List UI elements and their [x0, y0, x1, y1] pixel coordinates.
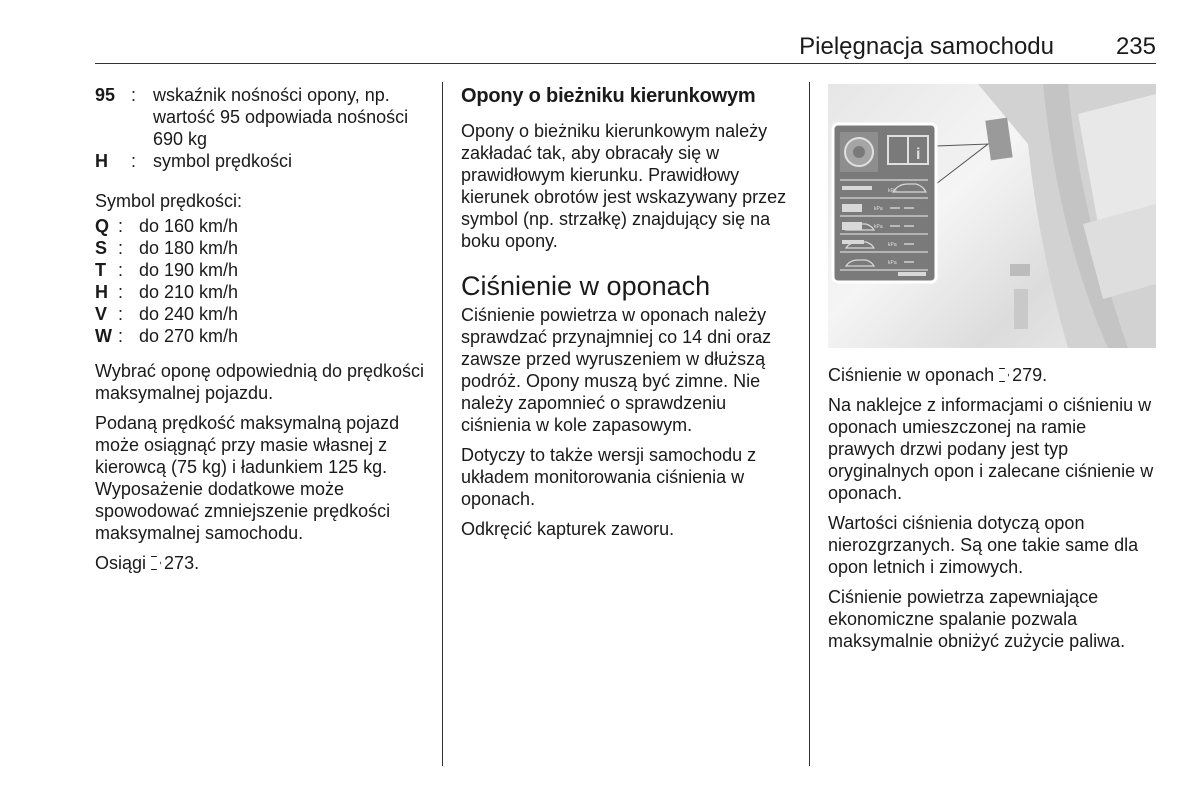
sticker-unit: kPa: [888, 260, 897, 266]
definition-h: [95, 150, 430, 172]
definition-95: [95, 84, 430, 150]
column-divider-2: [809, 82, 810, 766]
speed-value: do 210 km/h: [139, 282, 239, 302]
door-frame-illustration: [828, 84, 1156, 348]
ref-text: Osiągi: [95, 553, 147, 573]
speed-item: [95, 259, 430, 281]
speed-item: [95, 237, 430, 259]
def-description: wskaźnik nośności opony, np. wartość 95 odpowiada nośności 690 kg: [153, 85, 409, 149]
def-description: symbol prędkości: [153, 151, 293, 171]
paragraph-label-info: Na naklejce z informacjami o ciśnieniu w oponach umieszczonej na ramie prawych drzwi podany jest typ oryginalnych opon i zalecane ciśnienie w oponach.: [828, 395, 1154, 503]
page-header: [0, 0, 1200, 66]
def-separator: :: [131, 85, 137, 105]
speed-term: T: [95, 260, 106, 280]
tyre-pressure-label-photo: [828, 84, 1156, 348]
paragraph-valve-cap: Odkręcić kapturek zaworu.: [461, 519, 675, 539]
sticker-unit: kPa: [888, 242, 897, 248]
page-ref-arrow-icon: [999, 368, 1009, 382]
speed-term: V: [95, 304, 108, 324]
caption-page: 279.: [1012, 365, 1048, 385]
paragraph-monitoring: Dotyczy to także wersji samochodu z układem monitorowania ciśnienia w oponach.: [461, 445, 757, 509]
speed-item: [95, 281, 430, 303]
svg-text:i: i: [916, 146, 921, 163]
speed-term: H: [95, 282, 108, 302]
speed-value: do 240 km/h: [139, 304, 239, 324]
speed-value: do 270 km/h: [139, 326, 239, 346]
def-term: H: [95, 151, 108, 171]
heading-directional-tyres: Opony o bieżniku kierunkowym: [461, 85, 756, 107]
speed-separator: :: [118, 260, 124, 280]
def-term: 95: [95, 85, 116, 105]
page-ref-arrow-icon: [151, 556, 161, 570]
speed-separator: :: [118, 238, 124, 258]
paragraph-cold-tyres: Wartości ciśnienia dotyczą opon nierozgrzanych. Są one takie same dla opon letnich i zimowych.: [828, 513, 1139, 577]
speed-term: S: [95, 238, 108, 258]
column-3: [828, 84, 1158, 660]
speed-term: Q: [95, 216, 110, 236]
speed-intro: Symbol prędkości:: [95, 191, 243, 211]
paragraph-directional: Opony o bieżniku kierunkowym należy zakładać tak, aby obracały się w prawidłowym kierunku. Prawidłowy kierunek obrotów jest wskazywany przez symbol (np. strzałkę) znajdujący się na boku opony.: [461, 121, 787, 251]
speed-separator: :: [118, 326, 124, 346]
paragraph-tyre-choice: Wybrać oponę odpowiednią do prędkości maksymalnej pojazdu.: [95, 361, 425, 403]
speed-value: do 190 km/h: [139, 260, 239, 280]
section-title: Pielęgnacja samochodu: [799, 33, 1054, 60]
sticker-unit: kPa: [874, 206, 883, 212]
speed-term: W: [95, 326, 112, 346]
speed-item: [95, 303, 430, 325]
def-separator: :: [131, 151, 137, 171]
header-rule: [95, 63, 1156, 64]
speed-value: do 180 km/h: [139, 238, 239, 258]
heading-tyre-pressure: Ciśnienie w oponach: [461, 271, 711, 301]
speed-item: [95, 215, 430, 237]
speed-value: do 160 km/h: [139, 216, 239, 236]
speed-list: [95, 215, 430, 347]
sticker-unit: kPa: [888, 188, 897, 194]
speed-separator: :: [118, 304, 124, 324]
speed-separator: :: [118, 282, 124, 302]
speed-separator: :: [118, 216, 124, 236]
paragraph-pressure-check: Ciśnienie powietrza w oponach należy sprawdzać przynajmniej co 14 dni oraz zawsze przed wyruszeniem w dłuższą podróż. Opony muszą być zimne. Nie należy zapomnieć o sprawdzeniu ciśnienia w kole zapasowym.: [461, 305, 772, 435]
paragraph-max-speed: Podaną prędkość maksymalną pojazd może osiągnąć przy masie własnej z kierowcą (75 kg) i ładunkiem 125 kg. Wyposażenie dodatkowe może spowodować zmniejszenie prędkości maksymalnej samochodu.: [95, 413, 400, 543]
cross-reference[interactable]: [95, 552, 430, 574]
photo-caption[interactable]: [828, 364, 1158, 386]
page-number: 235: [1115, 33, 1156, 60]
sticker-unit: kPa: [874, 224, 883, 230]
column-divider-1: [442, 82, 443, 766]
column-2: [461, 84, 797, 548]
column-1: [95, 84, 430, 582]
ref-page: 273.: [164, 553, 200, 573]
caption-text: Ciśnienie w oponach: [828, 365, 995, 385]
speed-item: [95, 325, 430, 347]
paragraph-economy: Ciśnienie powietrza zapewniające ekonomiczne spalanie pozwala maksymalnie obniżyć zużycie paliwa.: [828, 587, 1126, 651]
